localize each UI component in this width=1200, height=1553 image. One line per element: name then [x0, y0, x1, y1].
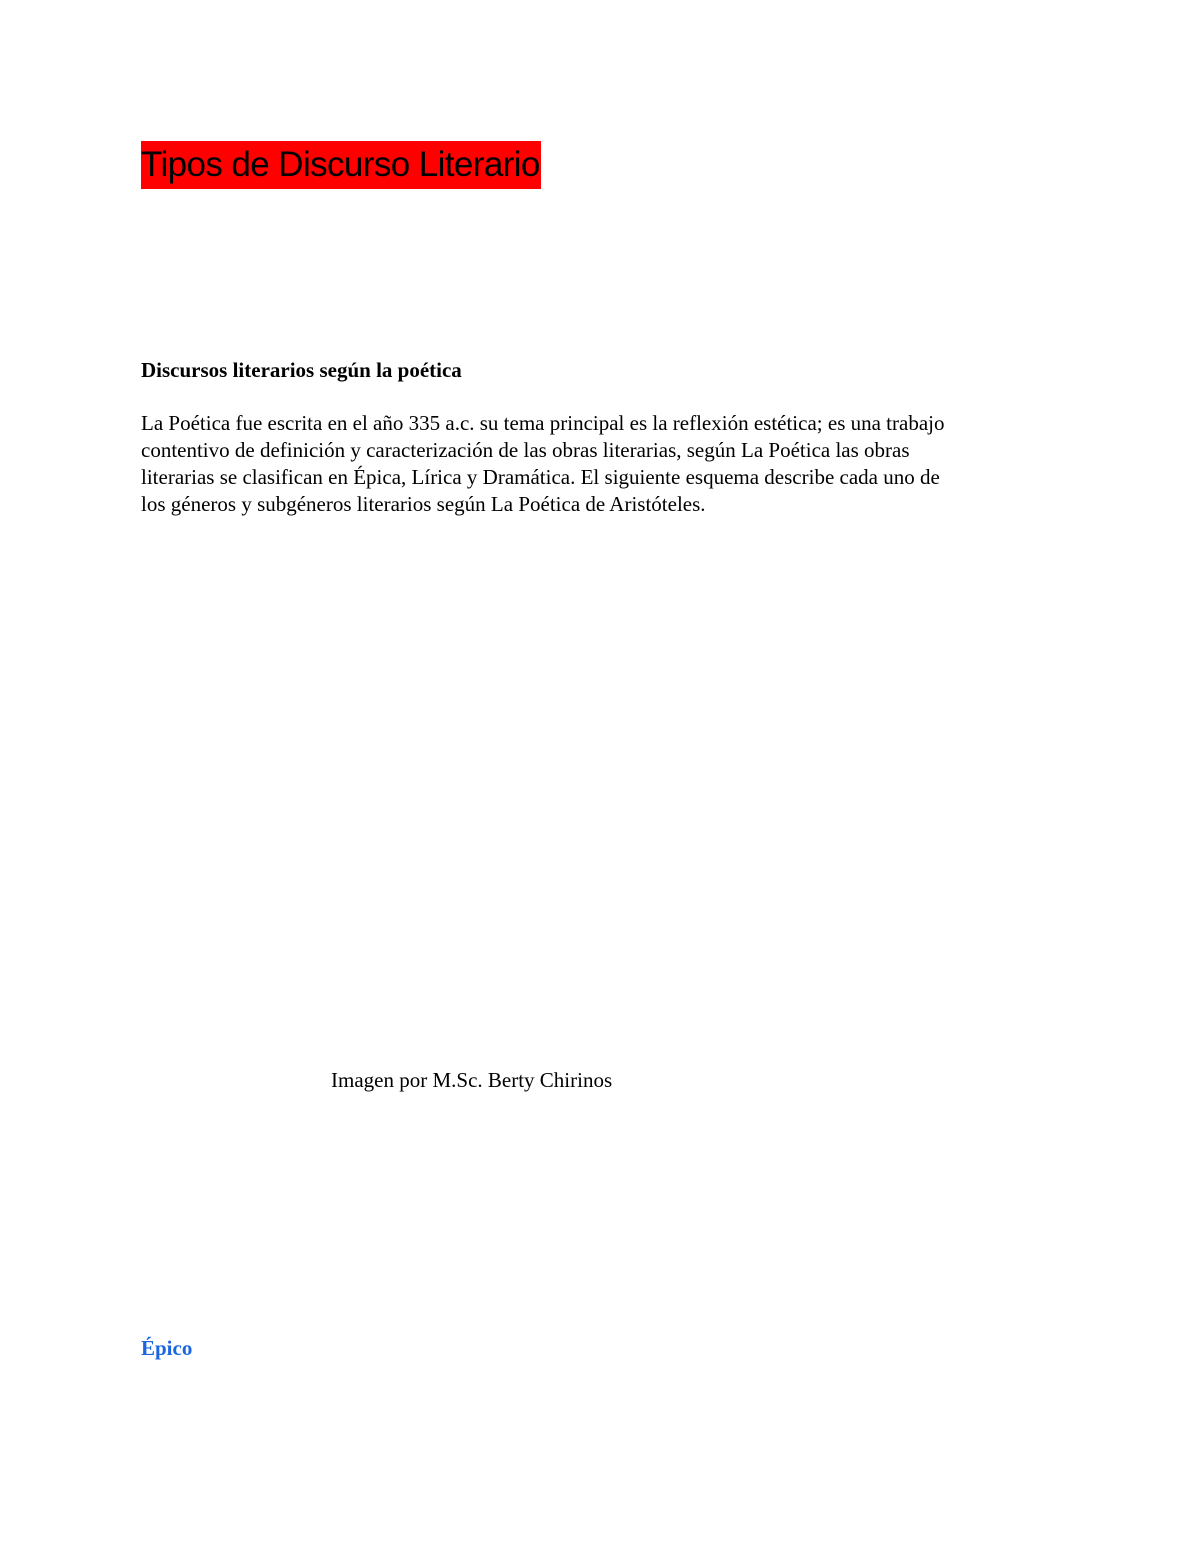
image-caption: Imagen por M.Sc. Berty Chirinos	[331, 1068, 613, 1092]
document-title: Tipos de Discurso Literario	[141, 141, 541, 189]
section-heading-epico: Épico	[141, 1336, 193, 1360]
paragraph-line: literarias se clasifican en Épica, Lírica y Dramática. El siguiente esquema describe cada uno de	[141, 465, 940, 489]
paragraph-line: contentivo de definición y caracterización de las obras literarias, según La Poética las obras	[141, 438, 910, 462]
intro-paragraph	[141, 410, 1061, 518]
paragraph-line: La Poética fue escrita en el año 335 a.c. su tema principal es la reflexión estética; es una trabajo	[141, 411, 945, 435]
paragraph-line: los géneros y subgéneros literarios según La Poética de Aristóteles.	[141, 492, 706, 516]
section-subtitle: Discursos literarios según la poética	[141, 358, 462, 382]
